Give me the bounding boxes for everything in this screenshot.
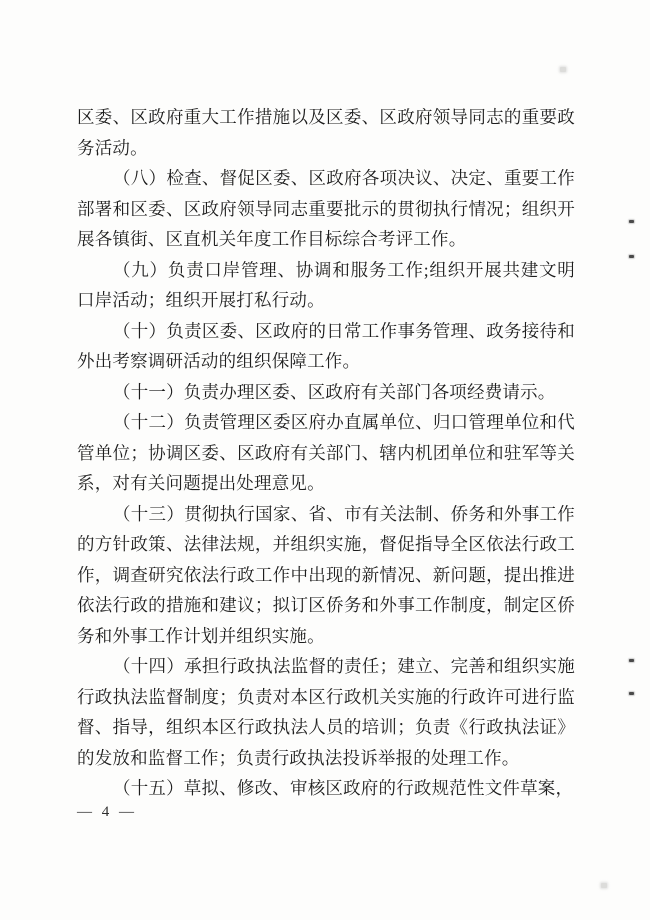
scan-artifact-speck	[629, 220, 634, 223]
scan-artifact-speck	[629, 692, 634, 695]
paragraph-item-14: （十四）承担行政执法监督的责任；建立、完善和组织实施行政执法监督制度；负责对本区行政机关实施的行政许可进行监督、指导，组织本区行政执法人员的培训；负责《行政执法证》的发放和监督工作；负责行政执法投诉举报的处理工作。	[77, 656, 575, 768]
scan-artifact-speck	[601, 883, 607, 888]
scan-artifact-speck	[560, 67, 566, 72]
scan-artifact-speck	[629, 659, 634, 662]
paragraph-item-13: （十三）贯彻执行国家、省、市有关法制、侨务和外事工作的方针政策、法律法规，并组织实施，督促指导全区依法行政工作，调查研究依法行政工作中出现的新情况、新问题，提出推进依法行政的措施和建议；拟订区侨务和外事工作制度，制定区侨务和外事工作计划并组织实施。	[77, 503, 575, 646]
paragraph-item-11: （十一）负责办理区委、区政府有关部门各项经费请示。	[113, 381, 556, 402]
scan-artifact-speck	[629, 255, 634, 258]
paragraph-item-8: （八）检查、督促区委、区政府各项决议、决定、重要工作部署和区委、区政府领导同志重要批示的贯彻执行情况；组织开展各镇街、区直机关年度工作目标综合考评工作。	[77, 168, 575, 249]
document-body	[77, 102, 575, 804]
paragraph-item-12: （十二）负责管理区委区府办直属单位、归口管理单位和代管单位；协调区委、区政府有关部门、辖内机团单位和驻军等关系，对有关问题提出处理意见。	[77, 412, 575, 493]
paragraph-continuation: 区委、区政府重大工作措施以及区委、区政府领导同志的重要政务活动。	[77, 107, 575, 158]
paragraph-item-15: （十五）草拟、修改、审核区政府的行政规范性文件草案，	[113, 778, 574, 798]
paragraph-item-10: （十）负责区委、区政府的日常工作事务管理、政务接待和外出考察调研活动的组织保障工作。	[77, 320, 575, 371]
page-number: — 4 —	[77, 804, 137, 820]
paragraph-item-9: （九）负责口岸管理、协调和服务工作;组织开展共建文明口岸活动；组织开展打私行动。	[77, 259, 575, 310]
